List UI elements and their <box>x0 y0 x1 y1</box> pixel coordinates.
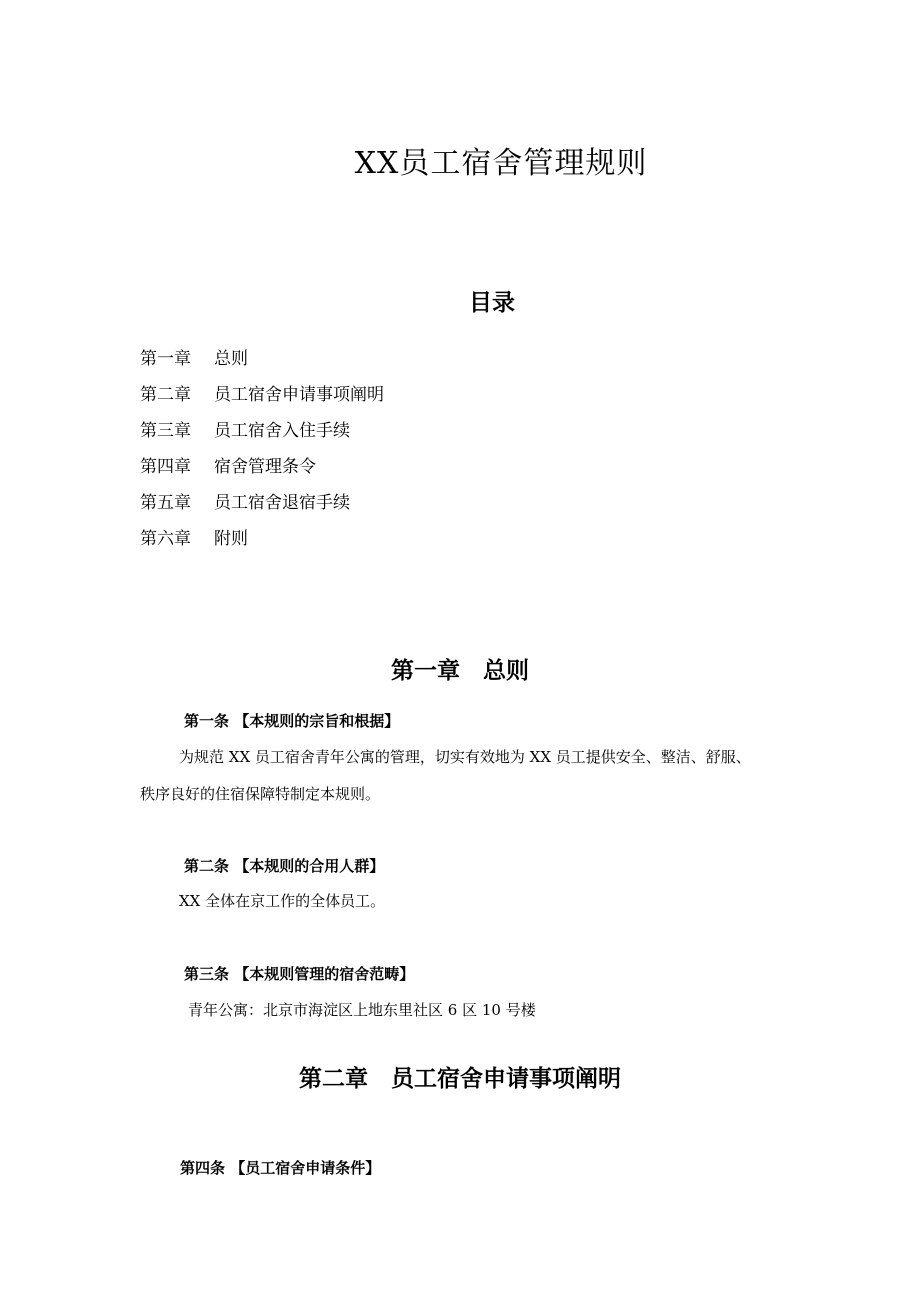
article-2-text: XX 全体在京工作的全体员工。 <box>179 892 386 910</box>
article-3-title: 第三条 【本规则管理的宿舍范畴】 <box>184 965 415 983</box>
chapter-1-title: 第一章 总则 <box>391 658 529 684</box>
toc-item-title: 员工宿舍退宿手续 <box>214 493 350 513</box>
toc-item-number: 第六章 <box>140 529 191 549</box>
toc-item-title: 宿舍管理条令 <box>214 457 316 477</box>
article-1-text-line2: 秩序良好的住宿保障特制定本规则。 <box>140 785 381 803</box>
toc-item-number: 第三章 <box>140 421 191 441</box>
toc-item-title: 员工宿舍入住手续 <box>214 421 350 441</box>
toc-item-number: 第二章 <box>140 385 191 405</box>
table-of-contents <box>140 346 384 562</box>
toc-item-title: 附则 <box>214 529 248 549</box>
article-1-text-line1: 为规范 XX 员工宿舍青年公寓的管理，切实有效地为 XX 员工提供安全、整洁、舒服、 <box>179 748 751 766</box>
article-4-title: 第四条 【员工宿舍申请条件】 <box>180 1159 381 1177</box>
toc-heading: 目录 <box>469 290 515 316</box>
toc-item <box>140 526 384 562</box>
toc-item <box>140 382 384 418</box>
toc-item-number: 第五章 <box>140 493 191 513</box>
toc-item-number: 第一章 <box>140 349 191 369</box>
chapter-2-title: 第二章 员工宿舍申请事项阐明 <box>299 1066 621 1092</box>
toc-item-title: 总则 <box>214 349 248 369</box>
article-1-title: 第一条 【本规则的宗旨和根据】 <box>184 712 400 730</box>
toc-item <box>140 490 384 526</box>
toc-item-title: 员工宿舍申请事项阐明 <box>214 385 384 405</box>
toc-item <box>140 418 384 454</box>
document-title: XX员工宿舍管理规则 <box>354 146 648 181</box>
article-2-title: 第二条 【本规则的合用人群】 <box>184 857 385 875</box>
toc-item <box>140 454 384 490</box>
toc-item-number: 第四章 <box>140 457 191 477</box>
article-3-text: 青年公寓：北京市海淀区上地东里社区 6 区 10 号楼 <box>188 1001 536 1019</box>
toc-item <box>140 346 384 382</box>
